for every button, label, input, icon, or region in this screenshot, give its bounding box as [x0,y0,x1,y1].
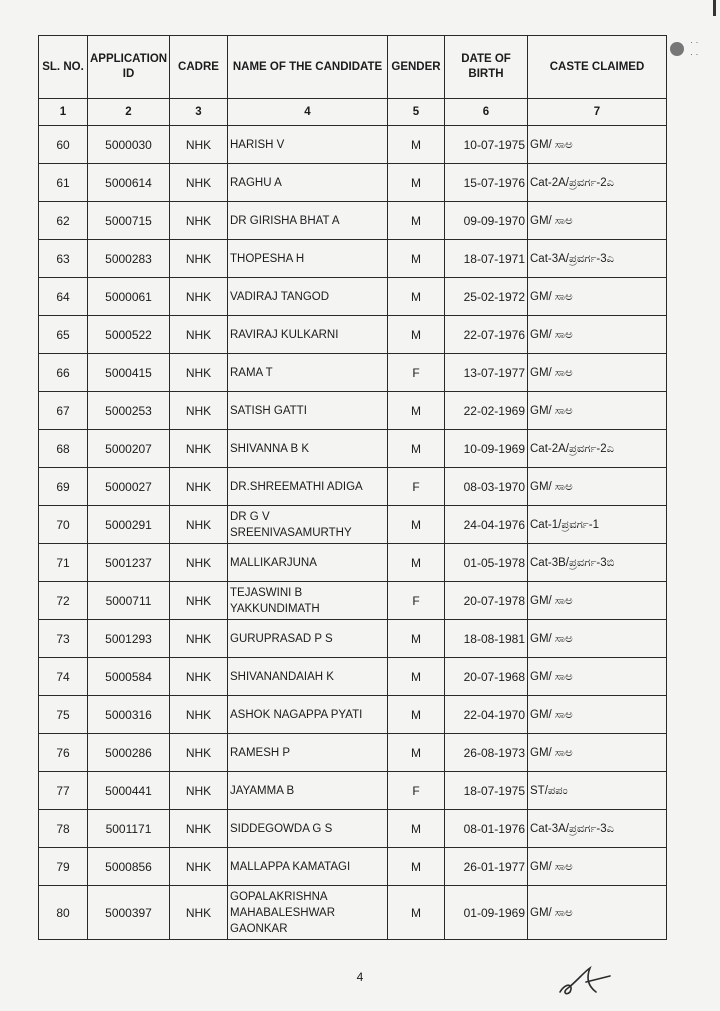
header-name: NAME OF THE CANDIDATE [228,36,388,99]
cell-cadre: NHK [170,392,228,430]
cell-gender: F [388,772,445,810]
page-number: 4 [356,970,364,984]
cell-caste: GM/ ಸಾಅ [528,202,667,240]
cell-cadre: NHK [170,468,228,506]
cell-application-id: 5000614 [88,164,170,202]
cell-gender: F [388,354,445,392]
cell-cadre: NHK [170,848,228,886]
cell-dob: 25-02-1972 [445,278,528,316]
cell-sl-no: 61 [39,164,88,202]
cell-sl-no: 69 [39,468,88,506]
scan-speckles: · · · · [690,37,699,59]
cell-application-id: 5000397 [88,886,170,940]
cell-application-id: 5000316 [88,696,170,734]
cell-caste: GM/ ಸಾಅ [528,734,667,772]
cell-cadre: NHK [170,658,228,696]
cell-cadre: NHK [170,506,228,544]
cell-name: RAMESH P [228,734,388,772]
cell-application-id: 5000715 [88,202,170,240]
table-row [39,544,667,582]
cell-gender: M [388,202,445,240]
cell-sl-no: 74 [39,658,88,696]
cell-caste: GM/ ಸಾಅ [528,392,667,430]
cell-caste: GM/ ಸಾಅ [528,582,667,620]
cell-application-id: 5000283 [88,240,170,278]
header-sl-no: SL. NO. [39,36,88,99]
column-number: 7 [528,99,667,126]
cell-sl-no: 62 [39,202,88,240]
table-row [39,240,667,278]
cell-sl-no: 78 [39,810,88,848]
cell-cadre: NHK [170,772,228,810]
cell-caste: Cat-3B/ಪ್ರವರ್ಗ-3ಬಿ [528,544,667,582]
cell-cadre: NHK [170,544,228,582]
cell-dob: 13-07-1977 [445,354,528,392]
cell-gender: M [388,810,445,848]
cell-sl-no: 66 [39,354,88,392]
cell-gender: M [388,126,445,164]
cell-dob: 15-07-1976 [445,164,528,202]
cell-sl-no: 63 [39,240,88,278]
table-body [39,126,667,940]
cell-sl-no: 70 [39,506,88,544]
cell-gender: M [388,658,445,696]
cell-name: SHIVANNA B K [228,430,388,468]
cell-sl-no: 64 [39,278,88,316]
column-number: 5 [388,99,445,126]
cell-dob: 20-07-1968 [445,658,528,696]
header-caste: CASTE CLAIMED [528,36,667,99]
cell-cadre: NHK [170,278,228,316]
cell-dob: 09-09-1970 [445,202,528,240]
header-application-id: APPLICATION ID [88,36,170,99]
cell-name: VADIRAJ TANGOD [228,278,388,316]
cell-cadre: NHK [170,620,228,658]
cell-gender: M [388,848,445,886]
cell-dob: 22-04-1970 [445,696,528,734]
cell-cadre: NHK [170,316,228,354]
cell-application-id: 5000584 [88,658,170,696]
cell-gender: M [388,734,445,772]
table-row [39,316,667,354]
cell-name: RAGHU A [228,164,388,202]
cell-dob: 26-01-1977 [445,848,528,886]
cell-name: SATISH GATTI [228,392,388,430]
cell-gender: M [388,278,445,316]
cell-name: JAYAMMA B [228,772,388,810]
cell-caste: GM/ ಸಾಅ [528,620,667,658]
column-number: 1 [39,99,88,126]
cell-sl-no: 67 [39,392,88,430]
cell-gender: M [388,240,445,278]
cell-sl-no: 65 [39,316,88,354]
cell-dob: 18-07-1975 [445,772,528,810]
punch-hole [670,42,684,56]
cell-gender: M [388,544,445,582]
cell-sl-no: 77 [39,772,88,810]
cell-dob: 08-03-1970 [445,468,528,506]
cell-name: TEJASWINI B YAKKUNDIMATH [228,582,388,620]
cell-application-id: 5000291 [88,506,170,544]
cell-gender: F [388,468,445,506]
cell-application-id: 5000061 [88,278,170,316]
cell-name: DR G V SREENIVASAMURTHY [228,506,388,544]
cell-sl-no: 79 [39,848,88,886]
cell-caste: Cat-1/ಪ್ರವರ್ಗ-1 [528,506,667,544]
cell-sl-no: 60 [39,126,88,164]
cell-name: MALLAPPA KAMATAGI [228,848,388,886]
cell-name: ASHOK NAGAPPA PYATI [228,696,388,734]
cell-gender: F [388,582,445,620]
cell-caste: Cat-2A/ಪ್ರವರ್ಗ-2ಎ [528,430,667,468]
column-number: 6 [445,99,528,126]
table-row [39,202,667,240]
table-row [39,506,667,544]
cell-caste: GM/ ಸಾಅ [528,848,667,886]
cell-gender: M [388,886,445,940]
cell-cadre: NHK [170,430,228,468]
cell-application-id: 5000253 [88,392,170,430]
cell-caste: Cat-2A/ಪ್ರವರ್ಗ-2ಎ [528,164,667,202]
cell-name: THOPESHA H [228,240,388,278]
cell-application-id: 5000207 [88,430,170,468]
cell-sl-no: 72 [39,582,88,620]
cell-gender: M [388,392,445,430]
cell-sl-no: 68 [39,430,88,468]
cell-dob: 20-07-1978 [445,582,528,620]
table-row [39,430,667,468]
cell-cadre: NHK [170,354,228,392]
cell-name: SIDDEGOWDA G S [228,810,388,848]
cell-dob: 18-08-1981 [445,620,528,658]
cell-application-id: 5000030 [88,126,170,164]
cell-application-id: 5000711 [88,582,170,620]
table-row [39,354,667,392]
cell-sl-no: 75 [39,696,88,734]
cell-caste: Cat-3A/ಪ್ರವರ್ಗ-3ಎ [528,240,667,278]
column-number: 3 [170,99,228,126]
cell-cadre: NHK [170,582,228,620]
cell-gender: M [388,164,445,202]
cell-dob: 01-05-1978 [445,544,528,582]
cell-caste: GM/ ಸಾಅ [528,696,667,734]
table-row [39,810,667,848]
cell-gender: M [388,696,445,734]
table-row [39,620,667,658]
cell-dob: 24-04-1976 [445,506,528,544]
cell-gender: M [388,430,445,468]
cell-name: DR.SHREEMATHI ADIGA [228,468,388,506]
column-number-row [39,99,667,126]
cell-application-id: 5000522 [88,316,170,354]
cell-name: GURUPRASAD P S [228,620,388,658]
cell-cadre: NHK [170,696,228,734]
cell-name: DR GIRISHA BHAT A [228,202,388,240]
cell-application-id: 5000415 [88,354,170,392]
header-cadre: CADRE [170,36,228,99]
cell-dob: 10-09-1969 [445,430,528,468]
table-row [39,886,667,940]
cell-dob: 01-09-1969 [445,886,528,940]
cell-cadre: NHK [170,810,228,848]
cell-caste: GM/ ಸಾಅ [528,468,667,506]
table-row [39,278,667,316]
cell-caste: GM/ ಸಾಅ [528,316,667,354]
cell-dob: 18-07-1971 [445,240,528,278]
cell-name: RAVIRAJ KULKARNI [228,316,388,354]
cell-caste: GM/ ಸಾಅ [528,278,667,316]
cell-dob: 08-01-1976 [445,810,528,848]
table-row [39,658,667,696]
cell-dob: 10-07-1975 [445,126,528,164]
table-row [39,126,667,164]
handwritten-signature [556,962,616,998]
table-row [39,164,667,202]
cell-gender: M [388,506,445,544]
cell-dob: 22-07-1976 [445,316,528,354]
cell-cadre: NHK [170,734,228,772]
cell-name: SHIVANANDAIAH K [228,658,388,696]
cell-application-id: 5001237 [88,544,170,582]
cell-caste: GM/ ಸಾಅ [528,886,667,940]
cell-sl-no: 73 [39,620,88,658]
cell-cadre: NHK [170,202,228,240]
column-number: 4 [228,99,388,126]
column-number: 2 [88,99,170,126]
cell-cadre: NHK [170,886,228,940]
table-row [39,772,667,810]
scan-edge-mark [713,0,716,16]
cell-cadre: NHK [170,164,228,202]
cell-gender: M [388,316,445,354]
cell-gender: M [388,620,445,658]
cell-sl-no: 76 [39,734,88,772]
cell-caste: GM/ ಸಾಅ [528,658,667,696]
cell-caste: GM/ ಸಾಅ [528,354,667,392]
cell-caste: Cat-3A/ಪ್ರವರ್ಗ-3ಎ [528,810,667,848]
cell-cadre: NHK [170,240,228,278]
cell-name: HARISH V [228,126,388,164]
header-dob: DATE OF BIRTH [445,36,528,99]
table-row [39,734,667,772]
candidate-table [38,35,667,940]
cell-name: RAMA T [228,354,388,392]
cell-application-id: 5000856 [88,848,170,886]
cell-name: GOPALAKRISHNA MAHABALESHWAR GAONKAR [228,886,388,940]
cell-dob: 22-02-1969 [445,392,528,430]
table-row [39,848,667,886]
cell-sl-no: 80 [39,886,88,940]
table-row [39,582,667,620]
cell-application-id: 5000027 [88,468,170,506]
header-row [39,36,667,99]
cell-cadre: NHK [170,126,228,164]
cell-dob: 26-08-1973 [445,734,528,772]
table-row [39,392,667,430]
table-row [39,696,667,734]
cell-application-id: 5001293 [88,620,170,658]
cell-sl-no: 71 [39,544,88,582]
header-gender: GENDER [388,36,445,99]
cell-name: MALLIKARJUNA [228,544,388,582]
table-row [39,468,667,506]
cell-caste: GM/ ಸಾಅ [528,126,667,164]
cell-application-id: 5000441 [88,772,170,810]
cell-caste: ST/ಪಪಂ [528,772,667,810]
cell-application-id: 5001171 [88,810,170,848]
cell-application-id: 5000286 [88,734,170,772]
